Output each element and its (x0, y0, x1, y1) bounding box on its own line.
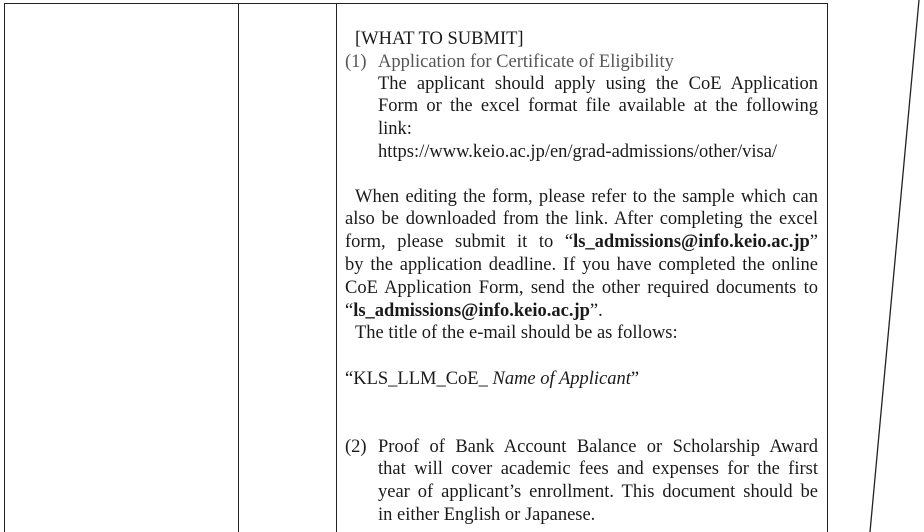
item1-line: The applicant should apply using the CoE Application (378, 74, 818, 94)
item1-title: Application for Certificate of Eligibility (378, 52, 674, 72)
text: “ (345, 301, 354, 321)
text: ” (809, 232, 818, 252)
item2-number: (2) (345, 437, 367, 457)
text: ” (630, 369, 640, 389)
para-line: The title of the e-mail should be as follows: (355, 323, 678, 343)
visa-url: https://www.keio.ac.jp/en/grad-admissions/other/visa/ (378, 142, 778, 162)
item2-line: Proof of Bank Account Balance or Scholarship Award (378, 437, 818, 457)
para-line: also be downloaded from the link. After completing the excel (345, 209, 818, 229)
para-line: CoE Application Form, send the other required documents to (345, 278, 818, 298)
item1-number: (1) (345, 52, 367, 72)
item1-line: Form or the excel format file available at the following (378, 96, 818, 116)
text: form, please submit it to “ (345, 232, 574, 252)
email-address: ls_admissions@info.keio.ac.jp (353, 301, 590, 321)
subject-name: Name of Applicant (492, 369, 631, 389)
item2-line: that will cover academic fees and expenses for the first (378, 459, 818, 479)
email-address: ls_admissions@info.keio.ac.jp (573, 232, 810, 252)
item1-line: link: (378, 119, 412, 139)
email-subject (345, 368, 639, 390)
item2-line: in either English or Japanese. (378, 505, 596, 525)
para-line (345, 300, 603, 322)
text: ”. (589, 301, 603, 321)
para-line: When editing the form, please refer to the sample which can (355, 187, 818, 207)
item2-line: year of applicant’s enrollment. This document should be (378, 482, 818, 502)
para-line (345, 231, 818, 253)
text: “KLS_LLM_CoE_ (345, 369, 493, 389)
para-line: by the application deadline. If you have completed the online (345, 255, 818, 275)
section-heading: [WHAT TO SUBMIT] (355, 29, 524, 49)
